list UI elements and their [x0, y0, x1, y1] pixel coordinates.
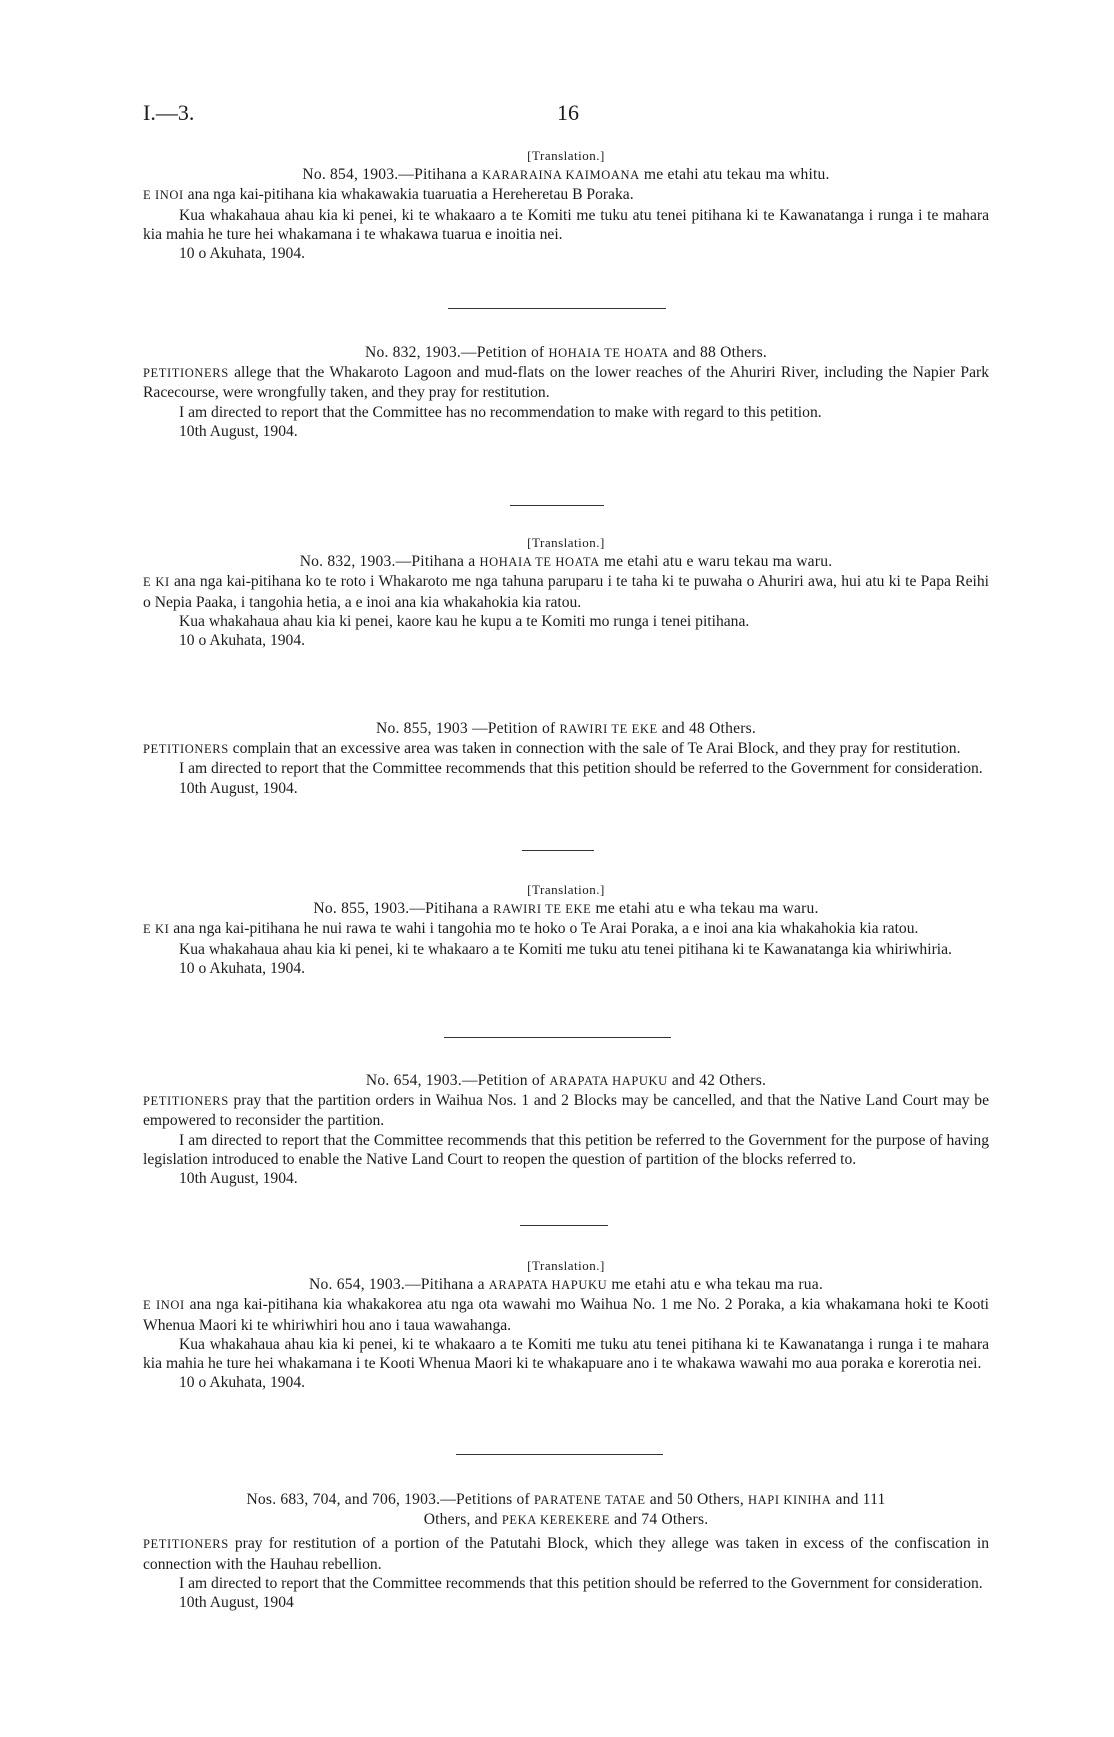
- petition-section-832: [143, 343, 989, 441]
- petition-title: No. 654, 1903.—Pitihana a ARAPATA HAPUKU me etahi atu e wha tekau ma rua.: [309, 1276, 823, 1294]
- petitioner-name-3: PEKA KEREKERE: [501, 1513, 611, 1528]
- petition-title: No. 654, 1903.—Petition of ARAPATA HAPUKU and 42 Others.: [365, 1072, 767, 1089]
- petition-summary: E KI ana nga kai-pitihana he nui rawa te wahi i tangohia mo te hoko o Te Arai Poraka, a e inoi ana kia whakahokia kia ratou.: [143, 920, 919, 938]
- section-divider: [520, 1225, 608, 1226]
- section-divider: [444, 1037, 671, 1038]
- committee-report: Kua whakahaua ahau kia ki penei, ki te whakaaro a te Komiti me tuku atu tenei pitihana ki te Kawanatanga kia whiriwhiria.: [179, 940, 952, 958]
- committee-report: Kua whakahaua ahau kia ki penei, kaore kau he kupu a te Komiti mo runga i tenei pitihana.: [179, 612, 750, 630]
- petition-title: Nos. 683, 704, and 706, 1903.—Petitions of PARATENE TATAE and 50 Others, HAPI KINIHA and 111 Others, and PEKA KEREKERE and 74 Others.: [246, 1491, 886, 1529]
- petitioner-name: HOHAIA TE HOATA: [548, 346, 669, 360]
- petition-title: No. 832, 1903.—Pitihana a HOHAIA TE HOATA me etahi atu e waru tekau ma waru.: [299, 553, 833, 571]
- petitioner-name: KARARAINA KAIMOANA: [482, 168, 640, 183]
- petition-section-683-704-706: [143, 1490, 989, 1612]
- committee-report: Kua whakahaua ahau kia ki penei, ki te whakaaro a te Komiti me tuku atu tenei pitihana ki te Kawanatanga i runga i te mahara kia mahia he ture hei whakamana i te whakawa tuarua e inoitia nei.: [143, 206, 989, 243]
- petition-section-855: [143, 719, 989, 798]
- report-date: 10 o Akuhata, 1904.: [179, 632, 306, 650]
- committee-report: Kua whakahaua ahau kia ki penei, ki te whakaaro a te Komiti me tuku atu tenei pitihana ki te Kawanatanga i runga i te mahara kia mahia he ture hei whakamana i te Kooti Whenua Maori ki te whakapuare ano i te whakawa wawahi mo aua poraka e korerotia nei.: [143, 1335, 989, 1373]
- petition-summary: PETITIONERS allege that the Whakaroto Lagoon and mud-flats on the lower reaches of the Ahuriri River, including the Napier Park Racecourse, were wrongfully taken, and they pray for restitution.: [143, 364, 989, 402]
- page-number: 16: [557, 100, 579, 125]
- petition-title: No. 855, 1903 —Petition of RAWIRI TE EKE and 48 Others.: [376, 720, 756, 737]
- document-reference: I.—3.: [143, 100, 195, 125]
- petitioner-name: ARAPATA HAPUKU: [488, 1278, 608, 1293]
- translation-label: [Translation.]: [527, 535, 605, 550]
- report-date: 10 o Akuhata, 1904.: [179, 245, 306, 263]
- petition-section-654: [143, 1071, 989, 1188]
- report-date: 10th August, 1904: [179, 1594, 294, 1612]
- report-date: 10 o Akuhata, 1904.: [179, 1374, 306, 1392]
- petition-title: No. 832, 1903.—Petition of HOHAIA TE HOATA and 88 Others.: [365, 344, 767, 361]
- translation-label: [Translation.]: [527, 882, 605, 897]
- petition-summary: PETITIONERS pray for restitution of a portion of the Patutahi Block, which they allege was taken in excess of the confiscation in connection with the Hauhau rebellion.: [143, 1535, 989, 1573]
- section-divider: [522, 850, 594, 851]
- petition-section-654-translation: [143, 1256, 989, 1392]
- petition-summary: PETITIONERS pray that the partition orders in Waihua Nos. 1 and 2 Blocks may be cancelled, and that the Native Land Court may be empowered to reconsider the partition.: [143, 1092, 989, 1130]
- committee-report: I am directed to report that the Committee recommends that this petition should be referred to the Government for consideration.: [179, 1574, 983, 1592]
- petition-section-832-translation: [143, 533, 989, 650]
- petition-title: No. 854, 1903.—Pitihana a KARARAINA KAIMOANA me etahi atu tekau ma whitu.: [302, 166, 830, 184]
- translation-label: [Translation.]: [527, 1258, 605, 1273]
- petition-section-854-translation: [143, 146, 989, 263]
- petitioner-name: HOHAIA TE HOATA: [479, 555, 600, 570]
- petitioner-name-2: HAPI KINIHA: [748, 1493, 832, 1507]
- petition-summary: PETITIONERS complain that an excessive area was taken in connection with the sale of Te Arai Block, and they pray for restitution.: [143, 740, 961, 758]
- petitioner-name: RAWIRI TE EKE: [493, 902, 592, 917]
- committee-report: I am directed to report that the Committee recommends that this petition should be referred to the Government for consideration.: [179, 760, 983, 778]
- petition-summary: E INOI ana nga kai-pitihana kia whakakorea atu nga ota wawahi mo Waihua No. 1 me No. 2 Poraka, a kia whakamana hoki te Kooti Whenua Maori ki te whiriwhiri hou ano i taua wawahanga.: [143, 1296, 989, 1334]
- section-divider: [448, 308, 666, 309]
- committee-report: I am directed to report that the Committee recommends that this petition be referred to the Government for the purpose of having legislation introduced to enable the Native Land Court to reopen the question of partition of the blocks referred to.: [143, 1131, 989, 1168]
- section-divider: [510, 505, 604, 506]
- petition-summary: E INOI ana nga kai-pitihana kia whakawakia tuaruatia a Hereheretau B Poraka.: [143, 186, 634, 204]
- petition-title: No. 855, 1903.—Pitihana a RAWIRI TE EKE me etahi atu e wha tekau ma waru.: [313, 900, 819, 918]
- report-date: 10th August, 1904.: [179, 1170, 298, 1188]
- translation-label: [Translation.]: [527, 148, 605, 163]
- report-date: 10th August, 1904.: [179, 779, 298, 797]
- report-date: 10 o Akuhata, 1904.: [179, 959, 306, 977]
- committee-report: I am directed to report that the Committee has no recommendation to make with regard to this petition.: [179, 403, 822, 421]
- report-date: 10th August, 1904.: [179, 422, 298, 440]
- petitioner-name: RAWIRI TE EKE: [559, 722, 658, 736]
- section-divider: [456, 1454, 663, 1455]
- petition-section-855-translation: [143, 880, 989, 978]
- petitioner-name: PARATENE TATAE: [534, 1493, 646, 1507]
- petition-summary: E KI ana nga kai-pitihana ko te roto i Whakaroto me nga tahuna paruparu i te taha ki te puwaha o Ahuriri awa, hui atu ki te Papa Reihi o Nepia Paaka, i tangohia hetia, a e inoi ana kia whakahokia kia ratou.: [143, 573, 989, 611]
- petitioner-name: ARAPATA HAPUKU: [549, 1074, 668, 1088]
